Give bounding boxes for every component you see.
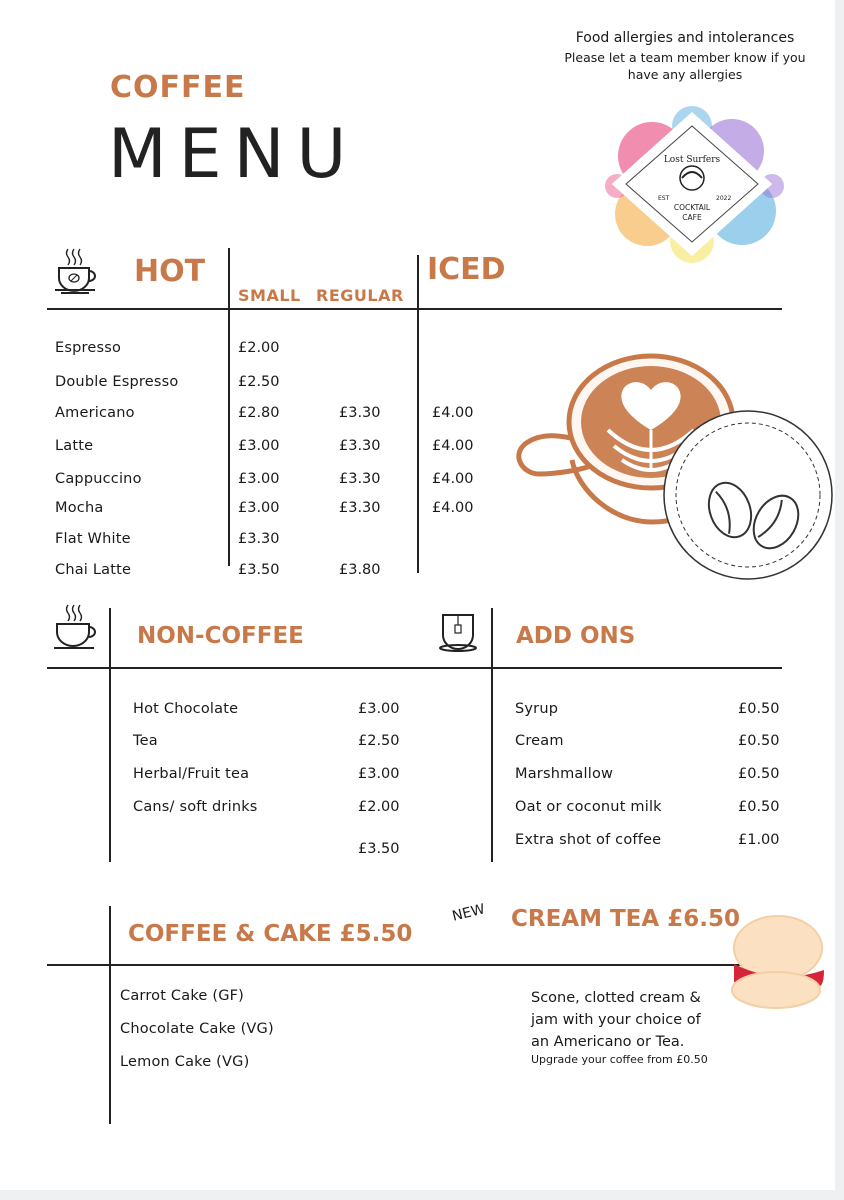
hot-rule bbox=[47, 308, 782, 310]
hot-coffee-cup-icon bbox=[52, 246, 100, 296]
hot-item-name: Mocha bbox=[55, 500, 104, 516]
hot-item-small-price: £2.50 bbox=[238, 374, 280, 390]
hot-item-regular-price: £3.30 bbox=[339, 500, 381, 516]
hot-item-iced-price: £4.00 bbox=[432, 471, 474, 487]
cake-item: Chocolate Cake (VG) bbox=[120, 1021, 274, 1037]
cake-rule bbox=[47, 964, 782, 966]
hot-item-regular-price: £3.30 bbox=[339, 438, 381, 454]
logo-sub-1: COCKTAIL bbox=[673, 203, 711, 212]
non-coffee-item-price: £2.00 bbox=[358, 799, 400, 815]
add-on-item-price: £0.50 bbox=[738, 799, 780, 815]
hot-item-name: Double Espresso bbox=[55, 374, 179, 390]
tea-bag-cup-icon bbox=[438, 610, 478, 660]
hot-item-small-price: £2.80 bbox=[238, 405, 280, 421]
hot-item-name: Americano bbox=[55, 405, 135, 421]
non-coffee-item-price: £3.00 bbox=[358, 701, 400, 717]
cream-tea-desc-2: jam with your choice of bbox=[531, 1012, 701, 1028]
hot-item-iced-price: £4.00 bbox=[432, 500, 474, 516]
hot-item-small-price: £3.00 bbox=[238, 438, 280, 454]
add-on-item-price: £0.50 bbox=[738, 701, 780, 717]
allergy-line-2: have any allergies bbox=[627, 67, 743, 82]
add-on-item-name: Extra shot of coffee bbox=[515, 832, 662, 848]
latte-art-cup-illustration bbox=[508, 350, 838, 600]
cream-tea-note: Upgrade your coffee from £0.50 bbox=[531, 1053, 708, 1066]
logo-sub-2: CAFE bbox=[682, 213, 702, 222]
non-coffee-item-price: £3.50 bbox=[358, 841, 400, 857]
logo-name: Lost Surfers bbox=[663, 155, 721, 165]
hot-item-iced-price: £4.00 bbox=[432, 438, 474, 454]
hot-divider-1 bbox=[228, 248, 230, 566]
allergy-title: Food allergies and intolerances bbox=[575, 30, 795, 46]
coffee-heading: COFFEE bbox=[110, 70, 246, 105]
cream-tea-desc-3: an Americano or Tea. bbox=[531, 1034, 685, 1050]
hot-heading: HOT bbox=[134, 254, 206, 289]
add-on-item-price: £0.50 bbox=[738, 733, 780, 749]
noncoffee-mid-divider bbox=[491, 608, 493, 862]
hot-item-name: Chai Latte bbox=[55, 562, 132, 578]
hot-item-regular-price: £3.30 bbox=[339, 471, 381, 487]
steaming-cup-icon bbox=[52, 602, 100, 652]
hot-item-small-price: £3.00 bbox=[238, 471, 280, 487]
add-on-item-price: £0.50 bbox=[738, 766, 780, 782]
coffee-cake-heading: COFFEE & CAKE £5.50 bbox=[128, 921, 413, 947]
hot-divider-2 bbox=[417, 255, 419, 573]
hot-item-name: Cappuccino bbox=[55, 471, 142, 487]
hot-item-regular-price: £3.80 bbox=[339, 562, 381, 578]
non-coffee-item-price: £3.00 bbox=[358, 766, 400, 782]
non-coffee-item-name: Herbal/Fruit tea bbox=[133, 766, 250, 782]
noncoffee-left-divider bbox=[109, 608, 111, 862]
hot-item-small-price: £2.00 bbox=[238, 340, 280, 356]
hot-item-small-price: £3.30 bbox=[238, 531, 280, 547]
hot-item-name: Espresso bbox=[55, 340, 122, 356]
add-on-item-name: Syrup bbox=[515, 701, 559, 717]
cake-item: Lemon Cake (VG) bbox=[120, 1054, 250, 1070]
hot-item-iced-price: £4.00 bbox=[432, 405, 474, 421]
non-coffee-item-price: £2.50 bbox=[358, 733, 400, 749]
col-regular-heading: REGULAR bbox=[316, 286, 404, 305]
cake-divider bbox=[109, 906, 111, 1124]
allergy-line-1: Please let a team member know if you bbox=[564, 50, 806, 65]
logo-est: EST bbox=[658, 195, 670, 202]
non-coffee-item-name: Cans/ soft drinks bbox=[133, 799, 258, 815]
add-on-item-price: £1.00 bbox=[738, 832, 780, 848]
noncoffee-rule bbox=[47, 667, 782, 669]
menu-heading: MENU bbox=[108, 115, 359, 194]
cake-item: Carrot Cake (GF) bbox=[120, 988, 245, 1004]
cafe-logo bbox=[592, 96, 792, 266]
hot-item-small-price: £3.50 bbox=[238, 562, 280, 578]
add-ons-heading: ADD ONS bbox=[516, 623, 636, 649]
iced-heading: ICED bbox=[427, 252, 506, 287]
hot-item-small-price: £3.00 bbox=[238, 500, 280, 516]
logo-year: 2022 bbox=[716, 195, 732, 202]
non-coffee-item-name: Hot Chocolate bbox=[133, 701, 239, 717]
non-coffee-heading: NON-COFFEE bbox=[137, 623, 304, 649]
add-on-item-name: Oat or coconut milk bbox=[515, 799, 662, 815]
new-label: NEW bbox=[450, 901, 487, 925]
col-small-heading: SMALL bbox=[238, 286, 301, 305]
hot-item-name: Latte bbox=[55, 438, 94, 454]
hot-item-regular-price: £3.30 bbox=[339, 405, 381, 421]
add-on-item-name: Cream bbox=[515, 733, 564, 749]
scone-illustration bbox=[726, 912, 826, 1012]
cream-tea-heading: CREAM TEA £6.50 bbox=[511, 906, 740, 932]
non-coffee-item-name: Tea bbox=[133, 733, 158, 749]
hot-item-name: Flat White bbox=[55, 531, 131, 547]
add-on-item-name: Marshmallow bbox=[515, 766, 614, 782]
cream-tea-desc-1: Scone, clotted cream & bbox=[531, 990, 701, 1006]
